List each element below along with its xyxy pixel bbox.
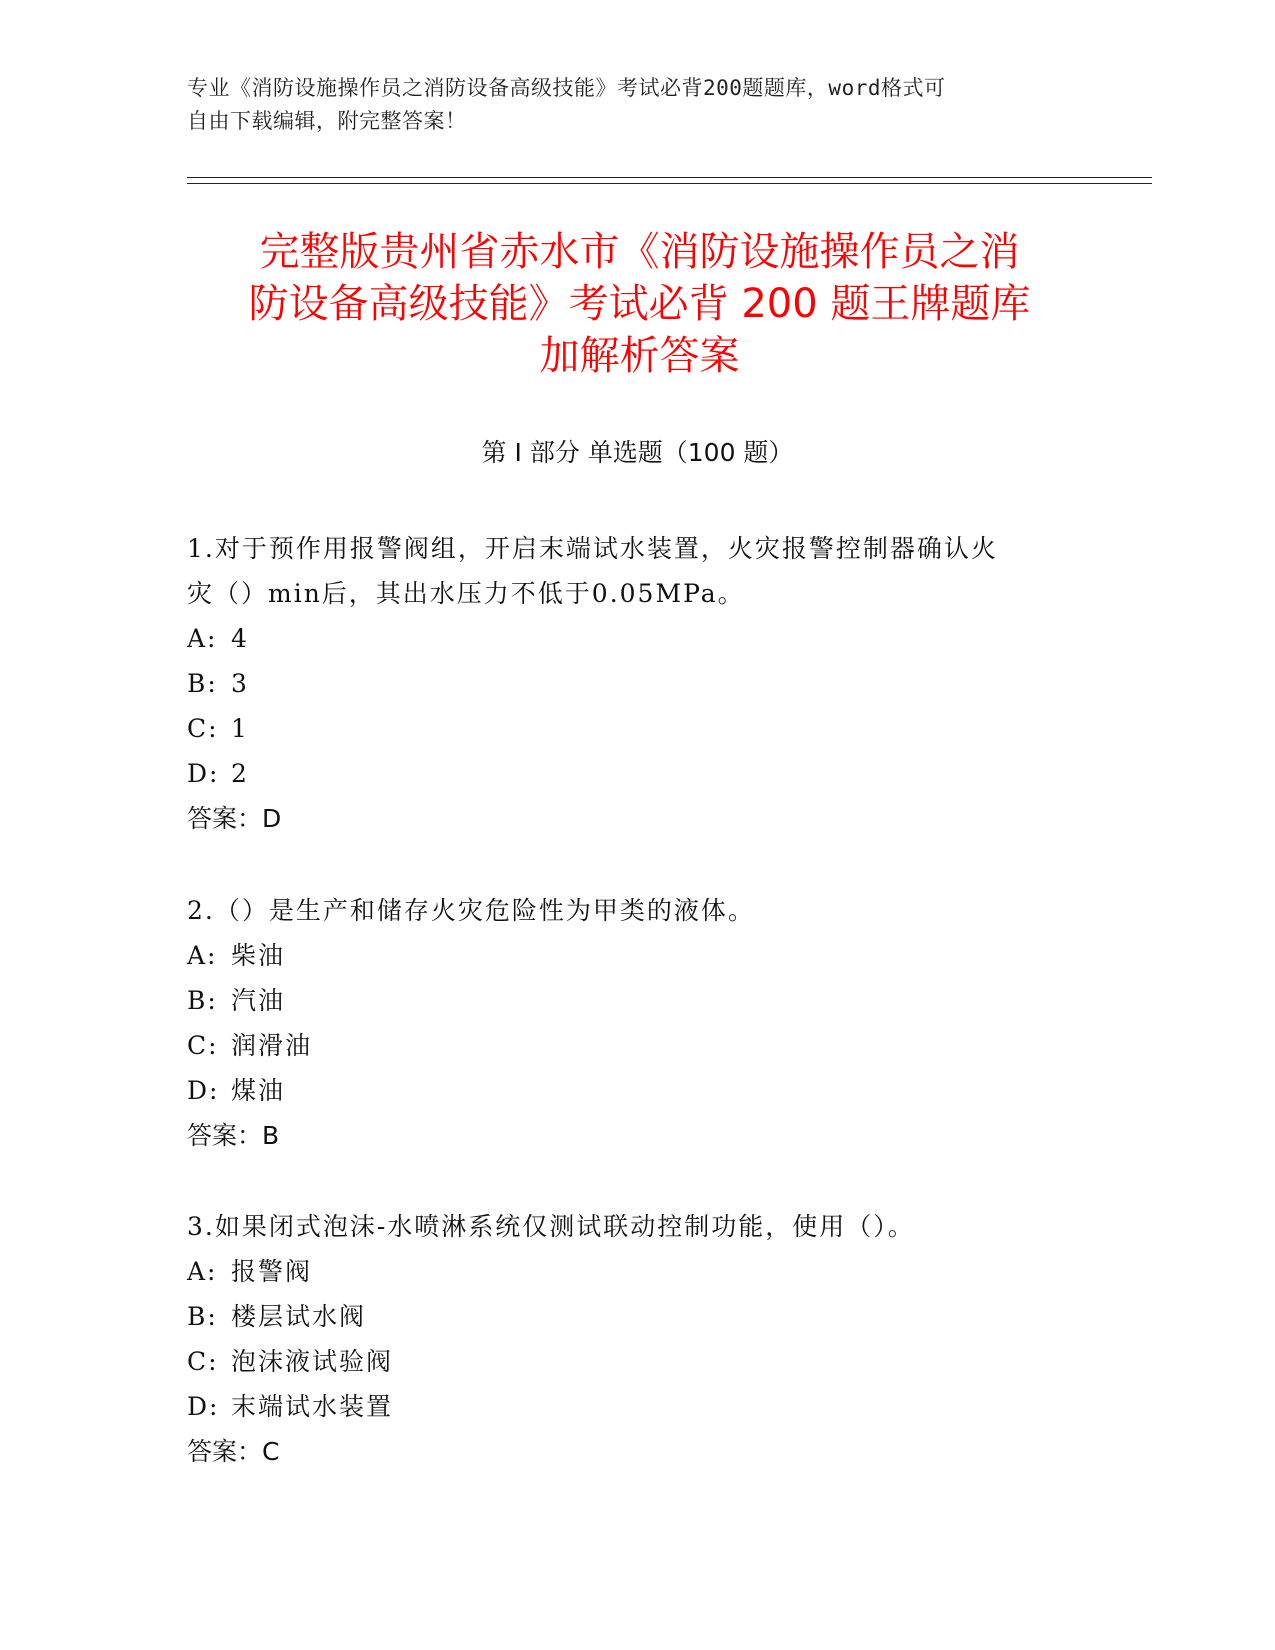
question-2-answer: 答案：B xyxy=(187,1121,280,1150)
option-letter: B: xyxy=(187,669,218,698)
document-title xyxy=(187,226,1092,382)
question-2-stem-line-1: 2.（）是生产和储存火灾危险性为甲类的液体。 xyxy=(187,896,755,925)
question-3-option-a xyxy=(187,1249,1087,1294)
option-text: 柴油 xyxy=(231,941,286,970)
option-text: 末端试水装置 xyxy=(231,1392,394,1421)
question-3-answer: 答案：C xyxy=(187,1437,280,1466)
question-1 xyxy=(187,526,1087,841)
header-note xyxy=(187,72,1067,138)
question-3-stem-line-1: 3.如果闭式泡沫-水喷淋系统仅测试联动控制功能，使用（）。 xyxy=(187,1212,915,1241)
header-note-line-1: 专业《消防设施操作员之消防设备高级技能》考试必背200题题库，word格式可 xyxy=(187,76,946,100)
option-text: 泡沫液试验阀 xyxy=(231,1347,394,1376)
option-letter: B: xyxy=(187,1302,218,1331)
question-1-answer: 答案：D xyxy=(187,804,282,833)
option-text: 1 xyxy=(231,714,249,743)
question-2 xyxy=(187,888,1087,1158)
question-3-option-c xyxy=(187,1339,1087,1384)
option-text: 润滑油 xyxy=(231,1031,313,1060)
document-title-line-2: 防设备高级技能》考试必背 200 题王牌题库 xyxy=(248,281,1031,327)
section-heading: 第 I 部分 单选题（100 题） xyxy=(481,438,794,467)
question-3-option-d xyxy=(187,1384,1087,1429)
question-1-option-a xyxy=(187,616,1087,661)
option-letter: C: xyxy=(187,1347,219,1376)
question-2-option-d xyxy=(187,1068,1087,1113)
option-letter: D: xyxy=(187,1392,220,1421)
document-title-line-3: 加解析答案 xyxy=(539,333,740,379)
header-note-line-2: 自由下载编辑，附完整答案！ xyxy=(187,109,467,133)
document-title-line-1: 完整版贵州省赤水市《消防设施操作员之消 xyxy=(259,229,1020,275)
option-letter: B: xyxy=(187,986,218,1015)
question-1-option-d xyxy=(187,751,1087,796)
option-letter: D: xyxy=(187,759,220,788)
question-2-option-b xyxy=(187,978,1087,1023)
question-3-stem xyxy=(187,1204,1087,1249)
question-1-option-c xyxy=(187,706,1087,751)
option-letter: C: xyxy=(187,714,219,743)
question-2-option-a xyxy=(187,933,1087,978)
option-text: 4 xyxy=(231,624,249,653)
option-text: 2 xyxy=(231,759,249,788)
question-1-stem-line-1: 1.对于预作用报警阀组，开启末端试水装置，火灾报警控制器确认火 xyxy=(187,534,998,563)
question-3-option-b xyxy=(187,1294,1087,1339)
question-2-option-c xyxy=(187,1023,1087,1068)
option-letter: A: xyxy=(187,624,218,653)
option-letter: D: xyxy=(187,1076,220,1105)
option-letter: A: xyxy=(187,941,218,970)
option-letter: C: xyxy=(187,1031,219,1060)
question-1-stem-line-2: 灾（）min后，其出水压力不低于0.05MPa。 xyxy=(187,579,745,608)
option-text: 楼层试水阀 xyxy=(231,1302,367,1331)
question-1-option-b xyxy=(187,661,1087,706)
question-3 xyxy=(187,1204,1087,1474)
option-text: 汽油 xyxy=(231,986,286,1015)
option-text: 煤油 xyxy=(231,1076,286,1105)
question-1-stem xyxy=(187,526,1087,616)
header-divider-top xyxy=(187,177,1152,178)
option-text: 报警阀 xyxy=(231,1257,313,1286)
question-2-stem xyxy=(187,888,1087,933)
header-divider-bottom xyxy=(187,183,1152,184)
option-letter: A: xyxy=(187,1257,218,1286)
option-text: 3 xyxy=(231,669,249,698)
